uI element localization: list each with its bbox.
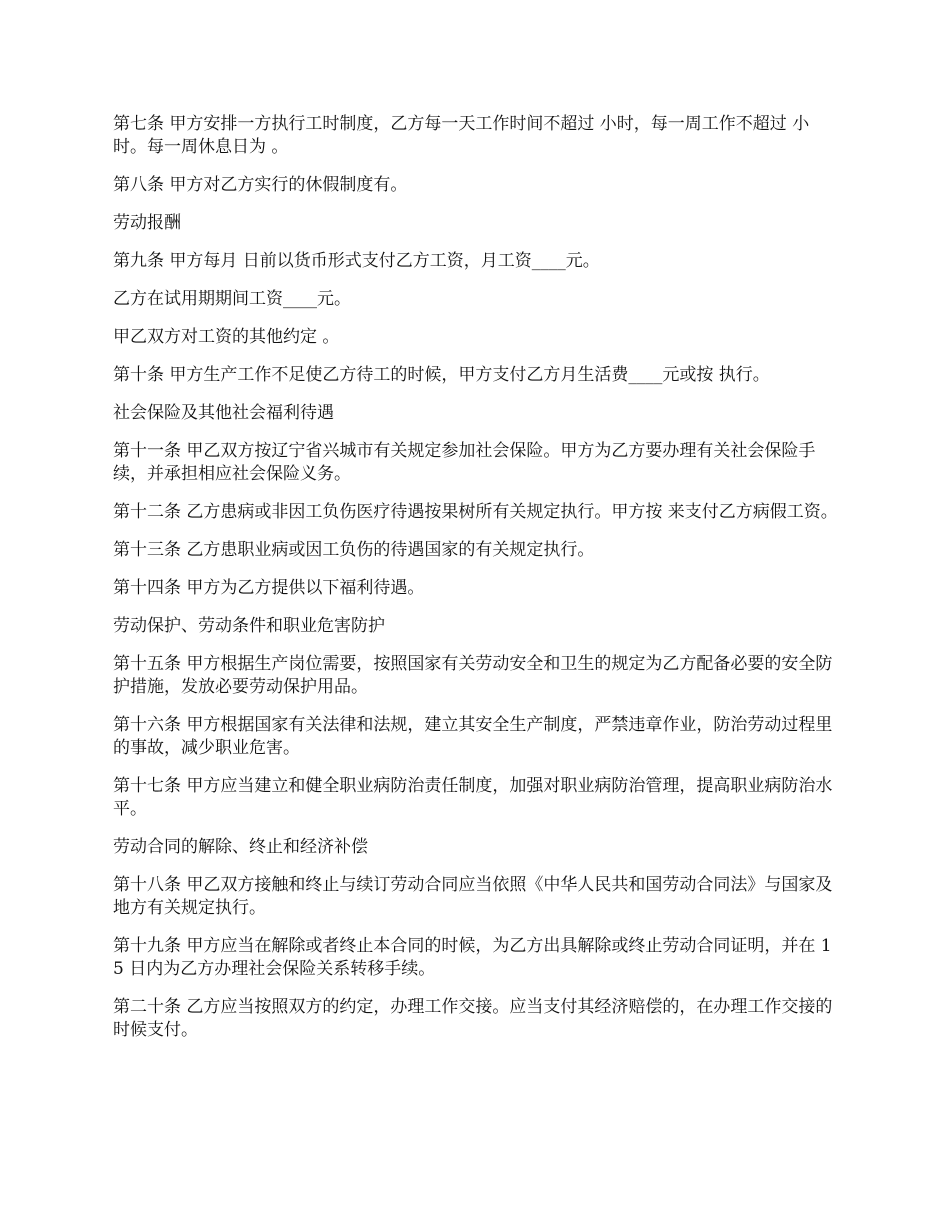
article-14-paragraph: 第十四条 甲方为乙方提供以下福利待遇。 <box>113 578 425 598</box>
article-11-paragraph: 第十一条 甲乙双方按辽宁省兴城市有关规定参加社会保险。甲方为乙方要办理有关社会保险手续，并承担相应社会保险义务。 <box>113 441 816 484</box>
article-17-paragraph: 第十七条 甲方应当建立和健全职业病防治责任制度，加强对职业病防治管理，提高职业病防治水平。 <box>113 776 833 819</box>
article-15-paragraph: 第十五条 甲方根据生产岗位需要，按照国家有关劳动安全和卫生的规定为乙方配备必要的安全防护措施，发放必要劳动保护用品。 <box>113 654 833 697</box>
article-13-paragraph: 第十三条 乙方患职业病或因工负伤的待遇国家的有关规定执行。 <box>113 540 595 560</box>
other-wage-agreement-paragraph: 甲乙双方对工资的其他约定 。 <box>113 327 340 347</box>
article-8-paragraph: 第八条 甲方对乙方实行的休假制度有。 <box>113 175 408 195</box>
article-18-paragraph: 第十八条 甲乙双方接触和终止与续订劳动合同应当依照《中华人民共和国劳动合同法》与国家及地方有关规定执行。 <box>113 875 833 918</box>
probation-wage-paragraph: 乙方在试用期期间工资____元。 <box>113 289 351 309</box>
section-heading-termination: 劳动合同的解除、终止和经济补偿 <box>113 837 368 857</box>
article-9-paragraph: 第九条 甲方每月 日前以货币形式支付乙方工资，月工资____元。 <box>113 251 600 271</box>
article-20-paragraph: 第二十条 乙方应当按照双方的约定，办理工作交接。应当支付其经济赔偿的，在办理工作交接的时候支付。 <box>113 997 833 1040</box>
section-heading-labor-protection: 劳动保护、劳动条件和职业危害防护 <box>113 616 385 636</box>
article-7-paragraph: 第七条 甲方安排一方执行工时制度，乙方每一天工作时间不超过 小时，每一周工作不超过 小时。每一周休息日为 。 <box>113 114 810 157</box>
article-10-paragraph: 第十条 甲方生产工作不足使乙方待工的时候，甲方支付乙方月生活费____元或按 执行。 <box>113 365 770 385</box>
section-heading-remuneration: 劳动报酬 <box>113 213 181 233</box>
section-heading-social-insurance: 社会保险及其他社会福利待遇 <box>113 403 334 423</box>
article-19-paragraph: 第十九条 甲方应当在解除或者终止本合同的时候，为乙方出具解除或终止劳动合同证明，并在 15 日内为乙方办理社会保险关系转移手续。 <box>113 936 832 979</box>
article-16-paragraph: 第十六条 甲方根据国家有关法律和法规，建立其安全生产制度，严禁违章作业，防治劳动过程里的事故，减少职业危害。 <box>113 715 833 758</box>
document-page <box>113 113 841 1057</box>
article-12-paragraph: 第十二条 乙方患病或非因工负伤医疗待遇按果树所有关规定执行。甲方按 来支付乙方病假工资。 <box>113 502 838 522</box>
